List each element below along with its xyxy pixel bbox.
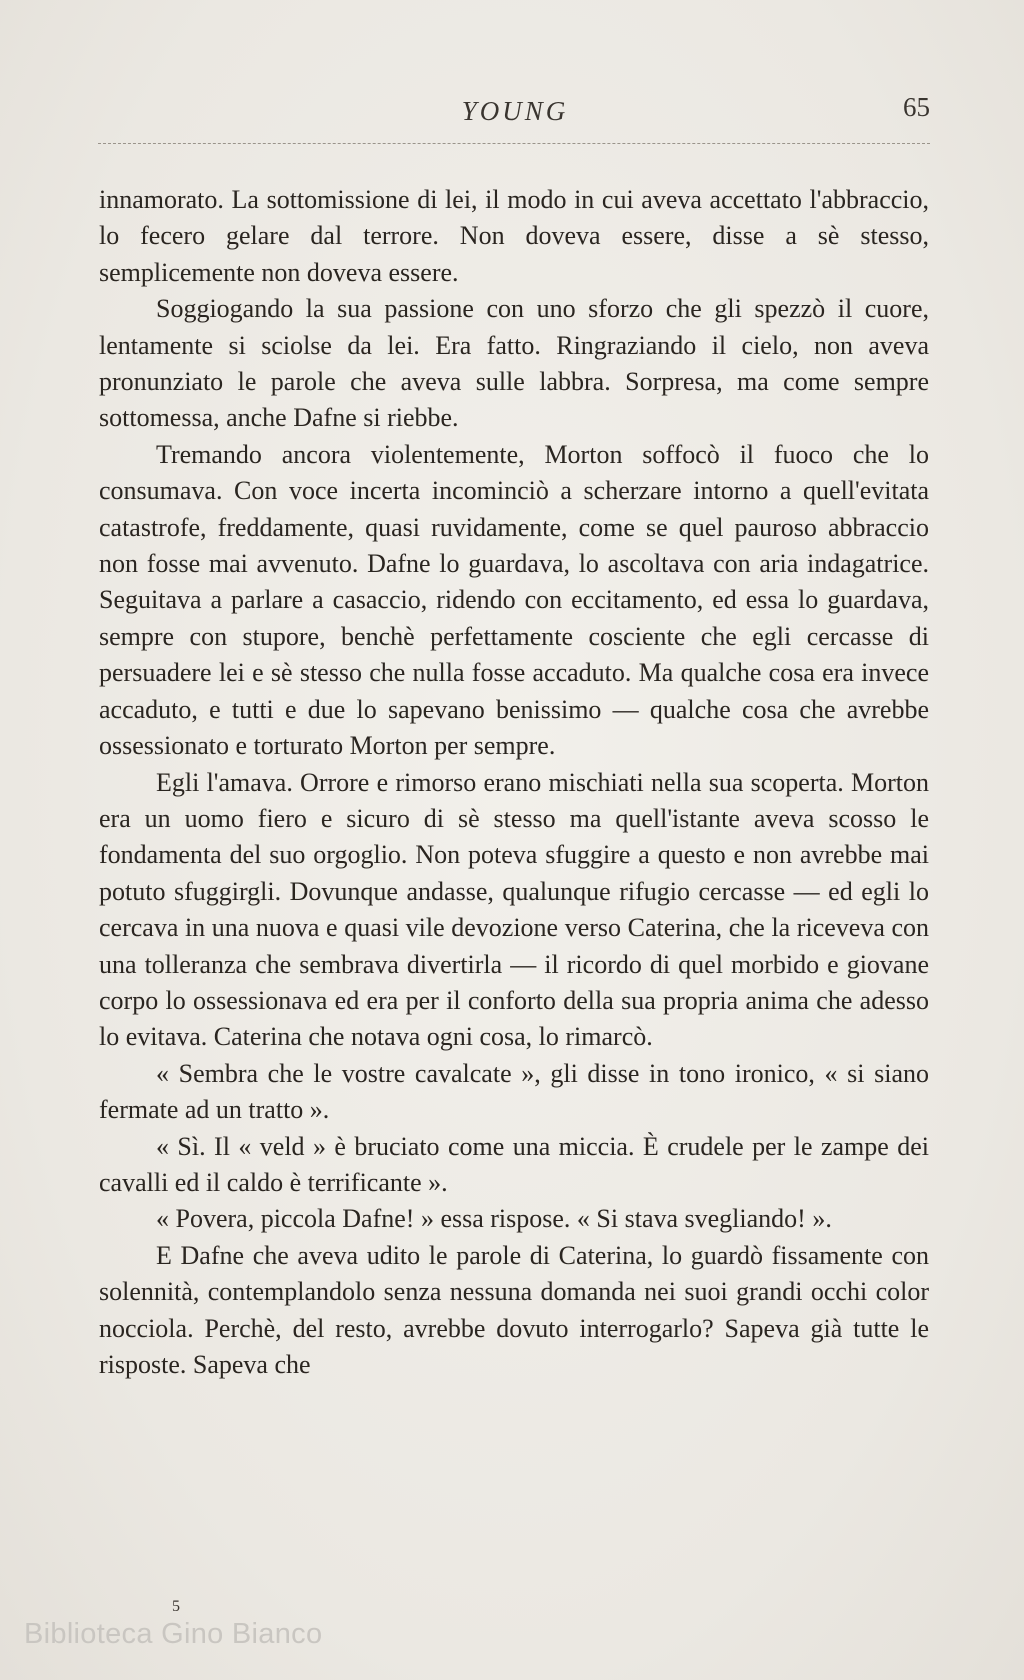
paragraph-7: « Povera, piccola Dafne! » essa rispose. « Si stava svegliando! ». [156,1204,832,1234]
body-text [99,182,929,1383]
paragraph-4: Egli l'amava. Orrore e rimorso erano mischiati nella sua scoperta. Morton era un uomo fiero e sicuro di sè stesso ma quell'istante aveva scosso le fondamenta del suo orgoglio. Non poteva sfuggire a questo e non avrebbe mai potuto sfuggirgli. Dovunque andasse, qualunque rifugio cercasse — ed egli lo cercava in una nuova e quasi vile devozione verso Caterina, che la riceveva con una tolleranza che sembrava divertirla — il ricordo di quel morbido e giovane corpo lo ossessionava ed era per il conforto della sua propria anima che adesso lo evitava. Caterina che notava ogni cosa, lo rimarcò. [99,767,929,1052]
paragraph-5: « Sembra che le vostre cavalcate », gli disse in tono ironico, « si siano fermate ad un tratto ». [99,1058,929,1125]
paragraph-6: « Sì. Il « veld » è bruciato come una miccia. È crudele per le zampe dei cavalli ed il caldo è terrificante ». [99,1131,929,1197]
paragraph-1: innamorato. La sottomissione di lei, il modo in cui aveva accettato l'abbraccio, lo fecero gelare dal terrore. Non doveva essere, disse a sè stesso, semplicemente non doveva essere. [99,185,929,287]
signature-mark: 5 [172,1598,180,1615]
paragraph-2: Soggiogando la sua passione con uno sforzo che gli spezzò il cuore, lentamente si sciolse da lei. Era fatto. Ringraziando il cielo, non aveva pronunziato le parole che aveva sulle labbra. Sorpresa, ma come sempre sottomessa, anche Dafne si riebbe. [99,294,929,433]
header-rule [98,143,930,144]
library-watermark: Biblioteca Gino Bianco [24,1618,323,1650]
paragraph-8: E Dafne che aveva udito le parole di Caterina, lo guardò fissamente con solennità, contemplandolo senza nessuna domanda nei suoi grandi occhi color nocciola. Perchè, del resto, avrebbe dovuto interrogarlo? Sapeva già tutte le risposte. Sapeva che [99,1240,929,1379]
page-number: 65 [903,92,930,122]
running-title: YOUNG [461,96,569,126]
running-head [100,92,930,132]
paragraph-3: Tremando ancora violentemente, Morton soffocò il fuoco che lo consumava. Con voce incerta incominciò a scherzare intorno a quell'evitata catastrofe, freddamente, quasi ruvidamente, come se quel pauroso abbraccio non fosse mai avvenuto. Dafne lo guardava, lo ascoltava con aria indagatrice. Seguitava a parlare a casaccio, ridendo con eccitamento, ed essa lo guardava, sempre con stupore, benchè perfettamente cosciente che egli cercasse di persuadere lei e sè stesso che nulla fosse accaduto. Ma qualche cosa era invece accaduto, e tutti e due lo sapevano benissimo — qualche cosa che avrebbe ossessionato e torturato Morton per sempre. [99,439,929,761]
